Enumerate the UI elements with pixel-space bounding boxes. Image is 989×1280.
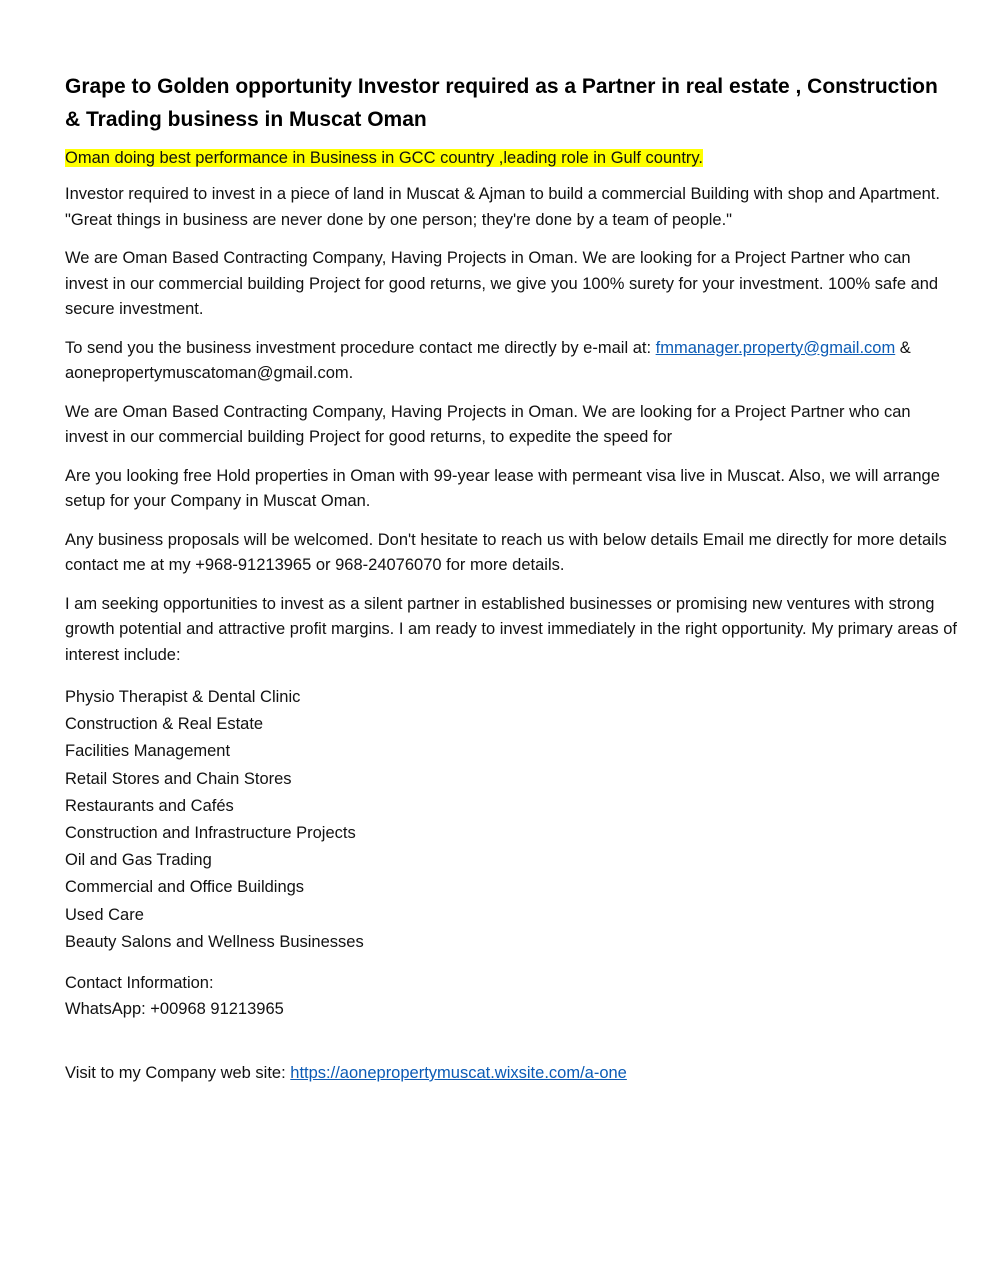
document-page [65,70,957,1086]
paragraph-silent-partner: I am seeking opportunities to invest as a silent partner in established businesses or promising new ventures with strong growth potential and attractive profit margins. I am ready to invest immediately in the right opportunity. My primary areas of interest include: [65,594,958,664]
list-item: Restaurants and Cafés [65,796,234,815]
list-item: Commercial and Office Buildings [65,878,305,897]
document-title: Grape to Golden opportunity Investor required as a Partner in real estate , Construction & Trading business in Muscat Oman [65,75,938,131]
highlighted-statement [65,146,957,170]
paragraph-business-proposals: Any business proposals will be welcomed. Don't hesitate to reach us with below details Email me directly for more details contact me at my +968-91213965 or 968-24076070 for more details. [65,530,947,574]
paragraph-company-intro: We are Oman Based Contracting Company, Having Projects in Oman. We are looking for a Project Partner who can invest in our commercial building Project for good returns, we give you 100% surety for your investment. 100% safe and secure investment. [65,249,939,318]
paragraph-freehold-properties: Are you looking free Hold properties in Oman with 99-year lease with permeant visa live in Muscat. Also, we will arrange setup for your Company in Muscat Oman. [65,466,940,510]
whatsapp-number: WhatsApp: +00968 91213965 [65,1000,284,1019]
interests-list [65,684,957,956]
list-item: Facilities Management [65,742,231,761]
list-item: Used Care [65,905,144,924]
email-link[interactable]: fmmanager.property@gmail.com [655,338,896,357]
email-suffix-text: & aonepropertymuscatoman@gmail.com. [65,338,911,382]
highlighted-text: Oman doing best performance in Business in GCC country ,leading role in Gulf country. [65,149,704,167]
paragraph-contact-email [65,336,957,387]
contact-heading: Contact Information: [65,974,214,993]
paragraph-company-intro-repeat: We are Oman Based Contracting Company, Having Projects in Oman. We are looking for a Project Partner who can invest in our commercial building Project for good returns, to expedite the speed for [65,402,911,446]
list-item: Construction & Real Estate [65,715,264,734]
list-item: Oil and Gas Trading [65,851,212,870]
website-prefix-text: Visit to my Company web site: [65,1064,291,1083]
contact-block [65,970,957,1022]
list-item: Construction and Infrastructure Projects [65,824,356,843]
list-item: Physio Therapist & Dental Clinic [65,688,301,706]
email-prefix-text: To send you the business investment procedure contact me directly by e-mail at: [65,338,656,357]
list-item: Beauty Salons and Wellness Businesses [65,932,364,951]
website-line [65,1060,957,1086]
list-item: Retail Stores and Chain Stores [65,769,292,788]
paragraph-investor-required: Investor required to invest in a piece of land in Muscat & Ajman to build a commercial Building with shop and Apartment. "Great things in business are never done by one person; they're done by a team of people." [65,185,940,229]
website-link[interactable]: https://aonepropertymuscat.wixsite.com/a-one [290,1064,627,1083]
